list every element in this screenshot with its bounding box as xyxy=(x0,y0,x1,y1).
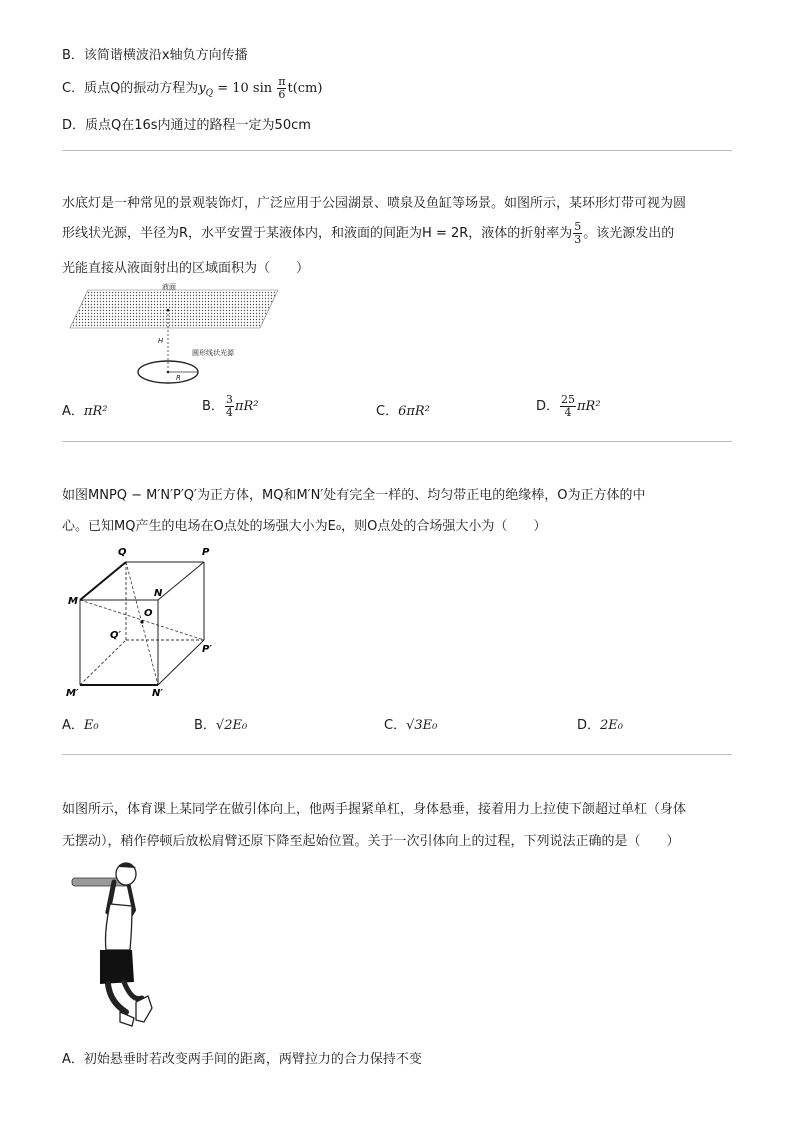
q2-refractive-fraction: $\frac{5}{3}$ xyxy=(574,220,582,246)
q4-stem-line1: 如图所示，体育课上某同学在做引体向上，他两手握紧单杠，身体悬垂，接着用力上拉使下颌超过单杠（身体 xyxy=(62,802,687,817)
rod-mq xyxy=(80,562,126,600)
svg-text:M′: M′ xyxy=(66,688,79,699)
q2-option-a: A．πR² xyxy=(62,404,108,419)
svg-text:N: N xyxy=(154,588,163,599)
q2-option-d: D． $\frac{25}{4}$ πR² xyxy=(536,393,601,419)
r-label: R xyxy=(176,374,181,382)
q4-pullup-figure xyxy=(70,862,170,1032)
q1-option-d: D．质点Q在16s内通过的路程一定为50cm xyxy=(62,118,311,133)
q3-cube-figure xyxy=(62,540,232,700)
q2-figure xyxy=(60,282,290,392)
q2-stem-line2: 形线状光源，半径为R，水平安置于某液体内，和液面的间距为H = 2R，液体的折射率为 $\frac{5}{3}$ 。该光源发出的 xyxy=(62,220,675,246)
q1-formula-right: t(cm) xyxy=(287,81,323,96)
divider xyxy=(62,441,732,442)
svg-text:O: O xyxy=(144,608,153,619)
q1-option-c xyxy=(62,76,322,101)
svg-text:M: M xyxy=(68,596,78,607)
h-label: H xyxy=(158,337,164,345)
q3-option-c: C．√3E₀ xyxy=(384,718,438,733)
q4-stem-line2: 无摆动），稍作停顿后放松肩臂还原下降至起始位置。关于一次引体向上的过程，下列说法正确的是（ ） xyxy=(62,834,680,849)
svg-text:Q: Q xyxy=(118,547,127,558)
divider xyxy=(62,754,732,755)
q3-option-d: D．2E₀ xyxy=(577,718,623,733)
q2-stem-line3: 光能直接从液面射出的区域面积为（ ） xyxy=(62,261,310,276)
svg-text:N′: N′ xyxy=(152,688,164,699)
q4-option-a: A．初始悬垂时若改变两手间的距离，两臂拉力的合力保持不变 xyxy=(62,1052,422,1067)
q3-option-a: A．E₀ xyxy=(62,718,99,733)
svg-text:P′: P′ xyxy=(202,644,212,655)
liquid-surface xyxy=(70,290,278,328)
q1-formula-fraction: $\frac{\pi}{6}$ xyxy=(278,75,286,101)
q3-option-b: B．√2E₀ xyxy=(194,718,248,733)
q3-stem-line1: 如图MNPQ − M′N′P′Q′为正方体，MQ和M′N′处有完全一样的、均匀带正电的绝缘棒，O为正方体的中 xyxy=(62,488,646,503)
surface-label: 液面 xyxy=(162,283,176,291)
divider xyxy=(62,150,732,151)
source-label: 圆形线状光源 xyxy=(192,349,234,357)
q2-option-c: C．6πR² xyxy=(376,404,430,419)
q1-option-c-prefix: C．质点Q的振动方程为 xyxy=(62,81,199,96)
q1-formula-y: y xyxy=(198,81,206,96)
q1-option-b: B．该简谐横波沿x轴负方向传播 xyxy=(62,48,248,63)
q2-stem-line1: 水底灯是一种常见的景观装饰灯，广泛应用于公园湖景、喷泉及鱼缸等场景。如图所示，某环形灯带可视为圆 xyxy=(62,196,687,211)
q1-formula-mid: = 10 sin xyxy=(213,81,277,96)
svg-text:Q′: Q′ xyxy=(110,630,122,641)
svg-text:P: P xyxy=(202,547,210,558)
q1-formula-sub: Q xyxy=(205,88,214,99)
q2-option-b: B． $\frac{3}{4}$ πR² xyxy=(202,393,259,419)
q3-stem-line2: 心。已知MQ产生的电场在O点处的场强大小为E₀，则O点处的合场强大小为（ ） xyxy=(62,519,547,534)
